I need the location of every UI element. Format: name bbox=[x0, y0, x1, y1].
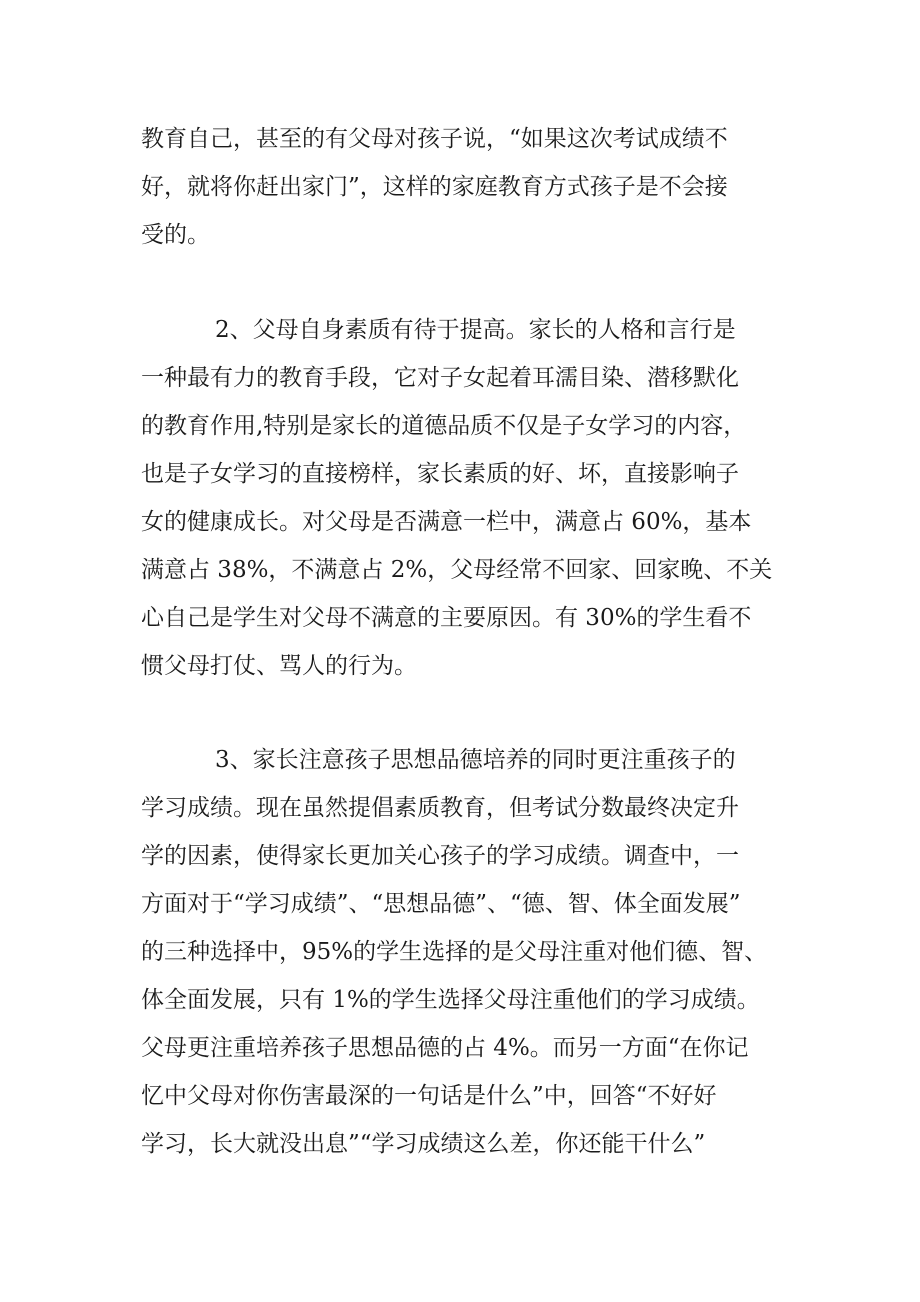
text-line: 也是子女学习的直接榜样，家长素质的好、坏，直接影响子 bbox=[141, 461, 739, 487]
text-line: 满意占 38%，不满意占 2%，父母经常不回家、回家晚、不关 bbox=[141, 557, 773, 583]
text-line: 2、父母自身素质有待于提高。家长的人格和言行是 bbox=[215, 317, 736, 343]
text-line: 教育自己，甚至的有父母对孩子说，“如果这次考试成绩不 bbox=[141, 126, 728, 152]
text-line: 惯父母打仗、骂人的行为。 bbox=[141, 653, 417, 679]
text-line: 学的因素，使得家长更加关心孩子的学习成绩。调查中，一 bbox=[141, 843, 739, 869]
text-line: 的教育作用,特别是家长的道德品质不仅是子女学习的内容， bbox=[141, 413, 747, 439]
text-line: 学习，长大就没出息”“学习成绩这么差，你还能干什么” bbox=[141, 1131, 706, 1157]
text-line: 父母更注重培养孩子思想品德的占 4%。而另一方面“在你记 bbox=[141, 1035, 749, 1061]
text-line: 女的健康成长。对父母是否满意一栏中，满意占 60%，基本 bbox=[141, 509, 752, 535]
paragraph-3 bbox=[141, 736, 781, 1168]
text-line: 好，就将你赶出家门”，这样的家庭教育方式孩子是不会接 bbox=[141, 174, 728, 200]
text-line: 体全面发展，只有 1%的学生选择父母注重他们的学习成绩。 bbox=[141, 987, 760, 1013]
paragraph-2 bbox=[141, 306, 781, 690]
text-line: 心自己是学生对父母不满意的主要原因。有 30%的学生看不 bbox=[141, 605, 752, 631]
text-line: 方面对于“学习成绩”、“思想品德”、“德、智、体全面发展” bbox=[141, 891, 741, 917]
text-line: 的三种选择中，95%的学生选择的是父母注重对他们德、智、 bbox=[141, 939, 768, 965]
text-line: 受的。 bbox=[141, 222, 210, 248]
text-line: 忆中父母对你伤害最深的一句话是什么”中，回答“不好好 bbox=[141, 1083, 717, 1109]
paragraph-continuation bbox=[141, 115, 781, 259]
text-line: 学习成绩。现在虽然提倡素质教育，但考试分数最终决定升 bbox=[141, 795, 739, 821]
text-line: 3、家长注意孩子思想品德培养的同时更注重孩子的 bbox=[215, 747, 736, 773]
text-line: 一种最有力的教育手段，它对子女起着耳濡目染、潜移默化 bbox=[141, 365, 739, 391]
